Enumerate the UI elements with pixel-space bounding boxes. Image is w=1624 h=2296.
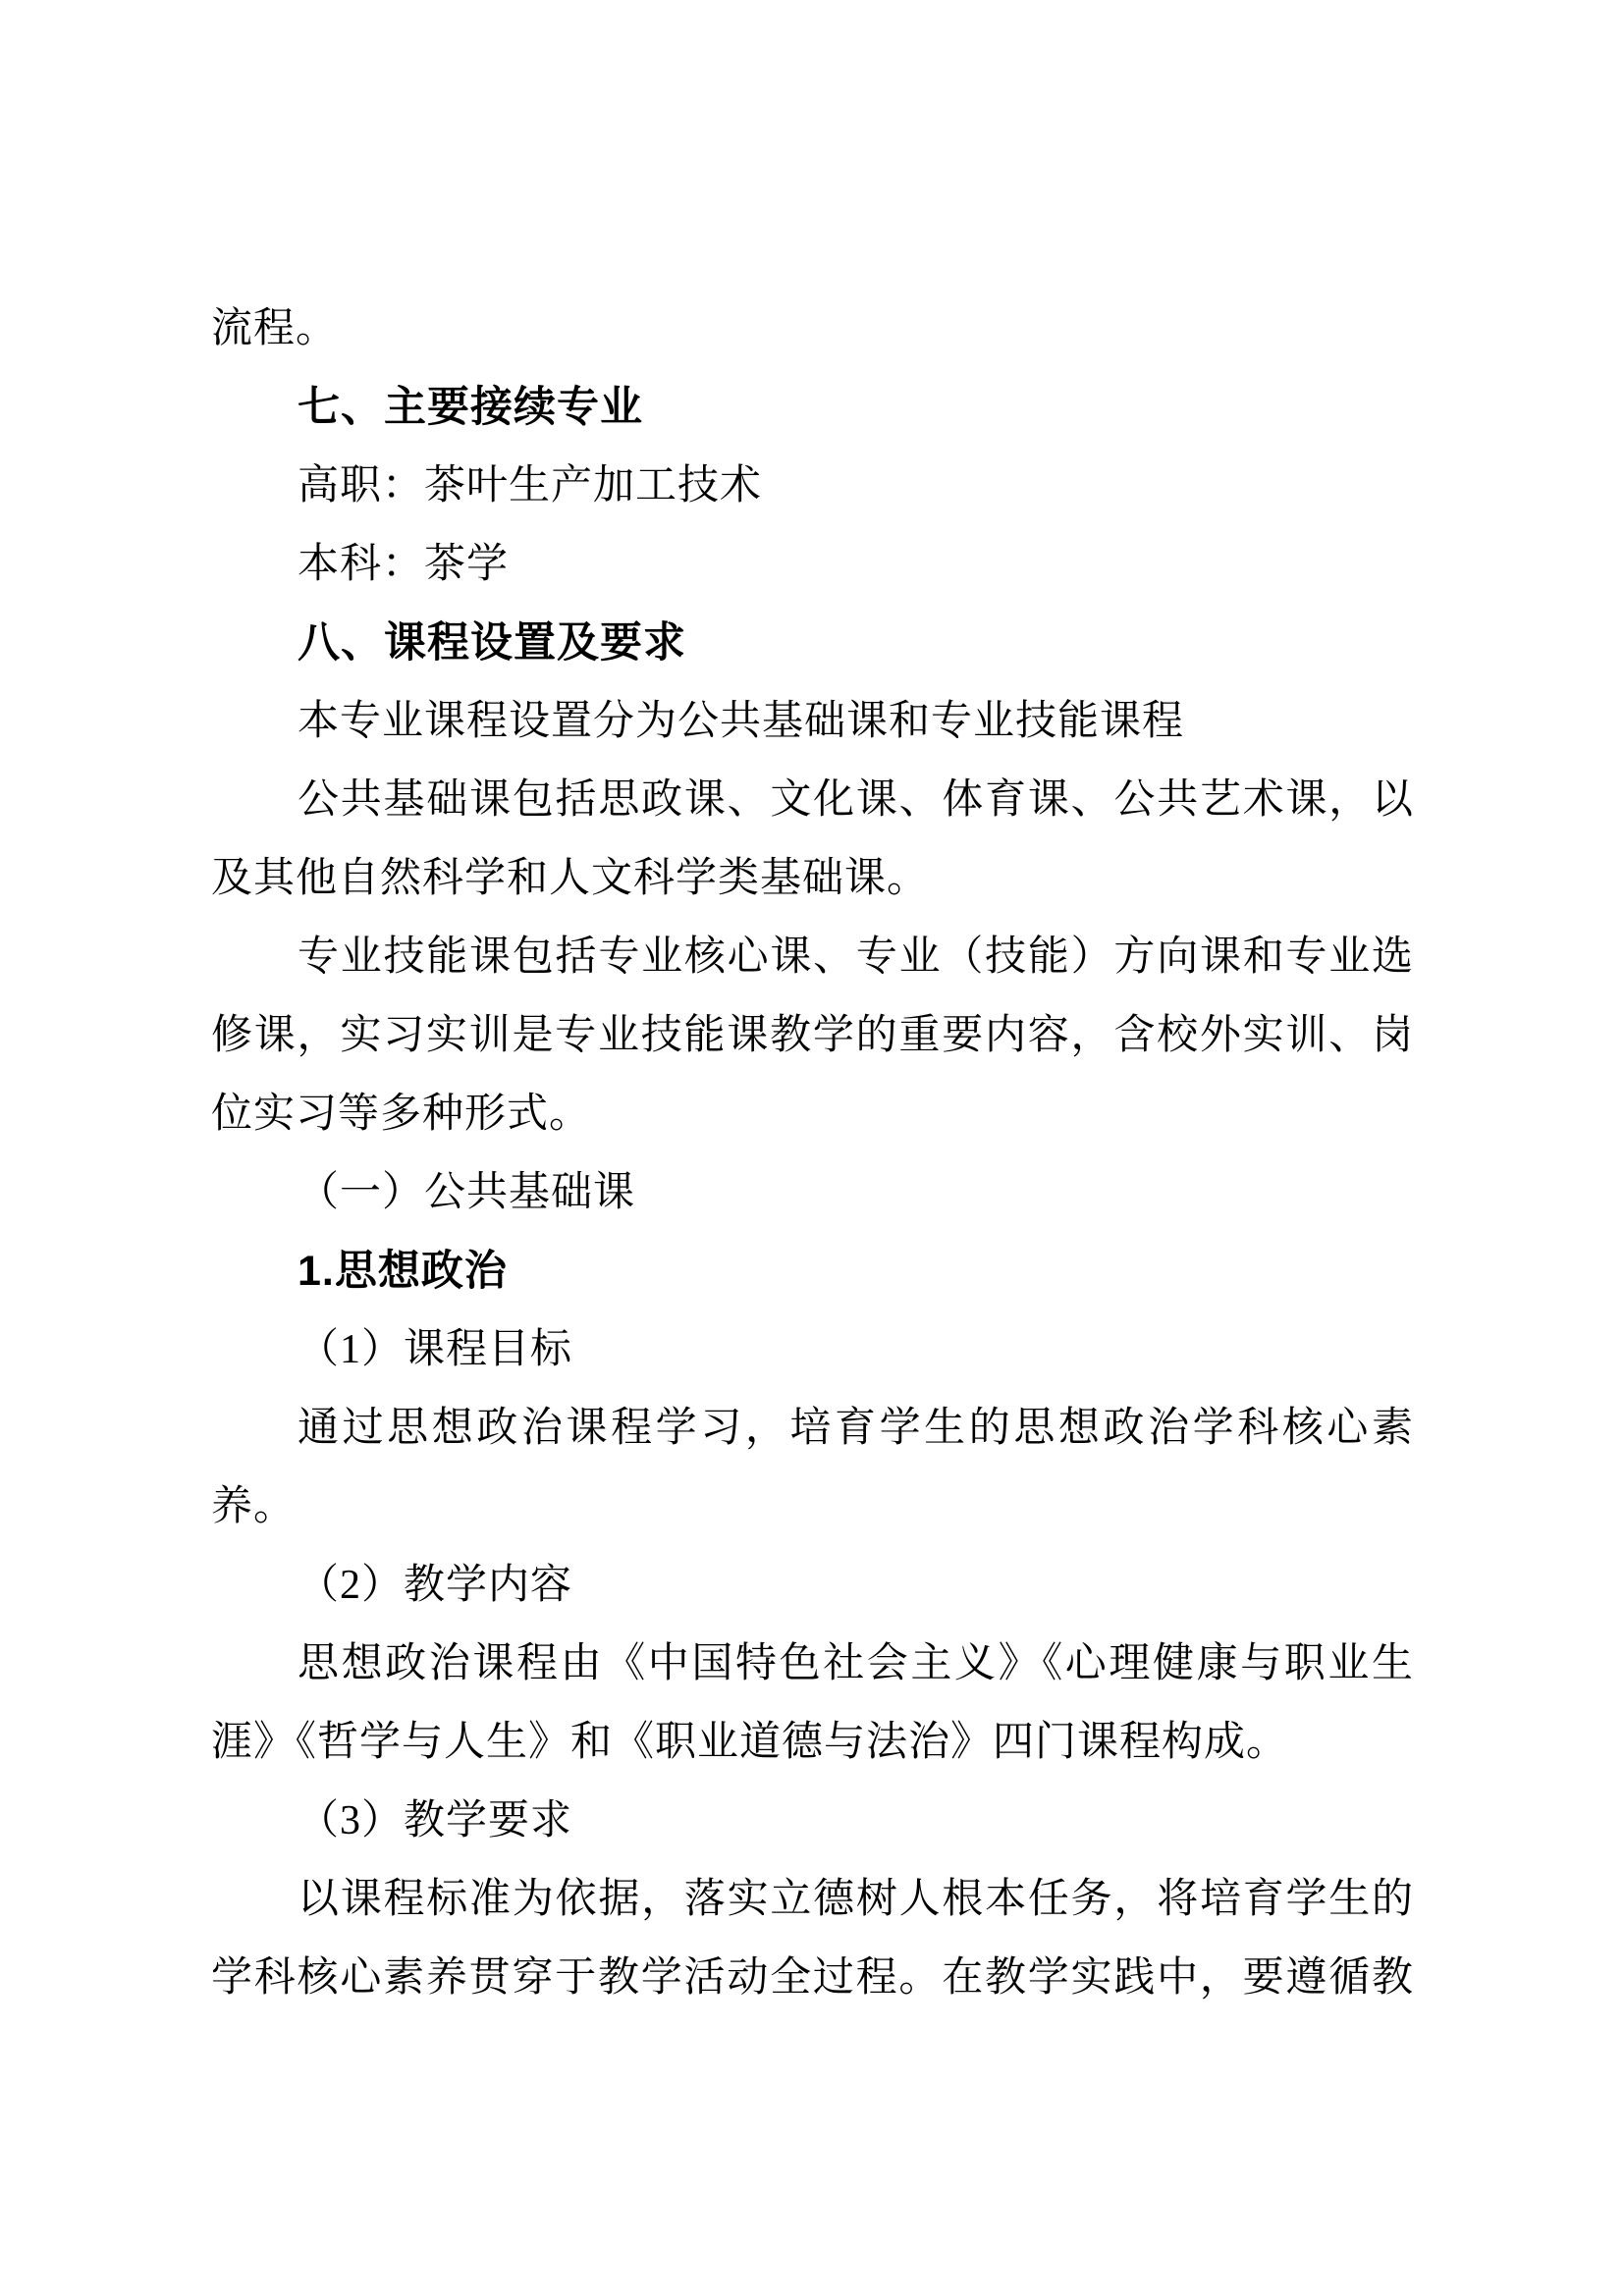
text-line: 学科核心素养贯穿于教学活动全过程。在教学实践中，要遵循教 xyxy=(211,1955,1414,2001)
text-line: 本科：茶学 xyxy=(298,542,510,587)
text-line: 八、课程设置及要求 xyxy=(298,619,686,667)
text-line: 流程。 xyxy=(211,306,339,351)
text-line: 位实习等多种形式。 xyxy=(211,1092,592,1137)
text-line: 1.思想政治 xyxy=(298,1248,508,1295)
text-line: （1）课程目标 xyxy=(298,1327,573,1372)
text-line: 本专业课程设置分为公共基础课和专业技能课程 xyxy=(298,699,1185,744)
text-line: 通过思想政治课程学习，培育学生的思想政治学科核心素 xyxy=(298,1406,1414,1451)
text-line: （一）公共基础课 xyxy=(298,1170,636,1215)
text-line: 思想政治课程由《中国特色社会主义》《心理健康与职业生 xyxy=(298,1641,1414,1686)
text-line: 修课，实习实训是专业技能课教学的重要内容，含校外实训、岗 xyxy=(211,1013,1414,1058)
text-line: 公共基础课包括思政课、文化课、体育课、公共艺术课，以 xyxy=(298,777,1414,823)
text-line: （3）教学要求 xyxy=(298,1798,573,1843)
text-line: 及其他自然科学和人文科学类基础课。 xyxy=(211,856,930,901)
text-line: 涯》《哲学与人生》和《职业道德与法治》四门课程构成。 xyxy=(211,1720,1289,1765)
text-line: 以课程标准为依据，落实立德树人根本任务，将培育学生的 xyxy=(298,1877,1414,1922)
text-line: 养。 xyxy=(211,1484,297,1529)
text-line: 专业技能课包括专业核心课、专业（技能）方向课和专业选 xyxy=(298,934,1414,980)
page-content xyxy=(211,290,1414,2017)
text-line: 七、主要接续专业 xyxy=(298,384,643,431)
text-line: （2）教学内容 xyxy=(298,1563,573,1608)
text-line: 高职：茶叶生产加工技术 xyxy=(298,463,763,508)
